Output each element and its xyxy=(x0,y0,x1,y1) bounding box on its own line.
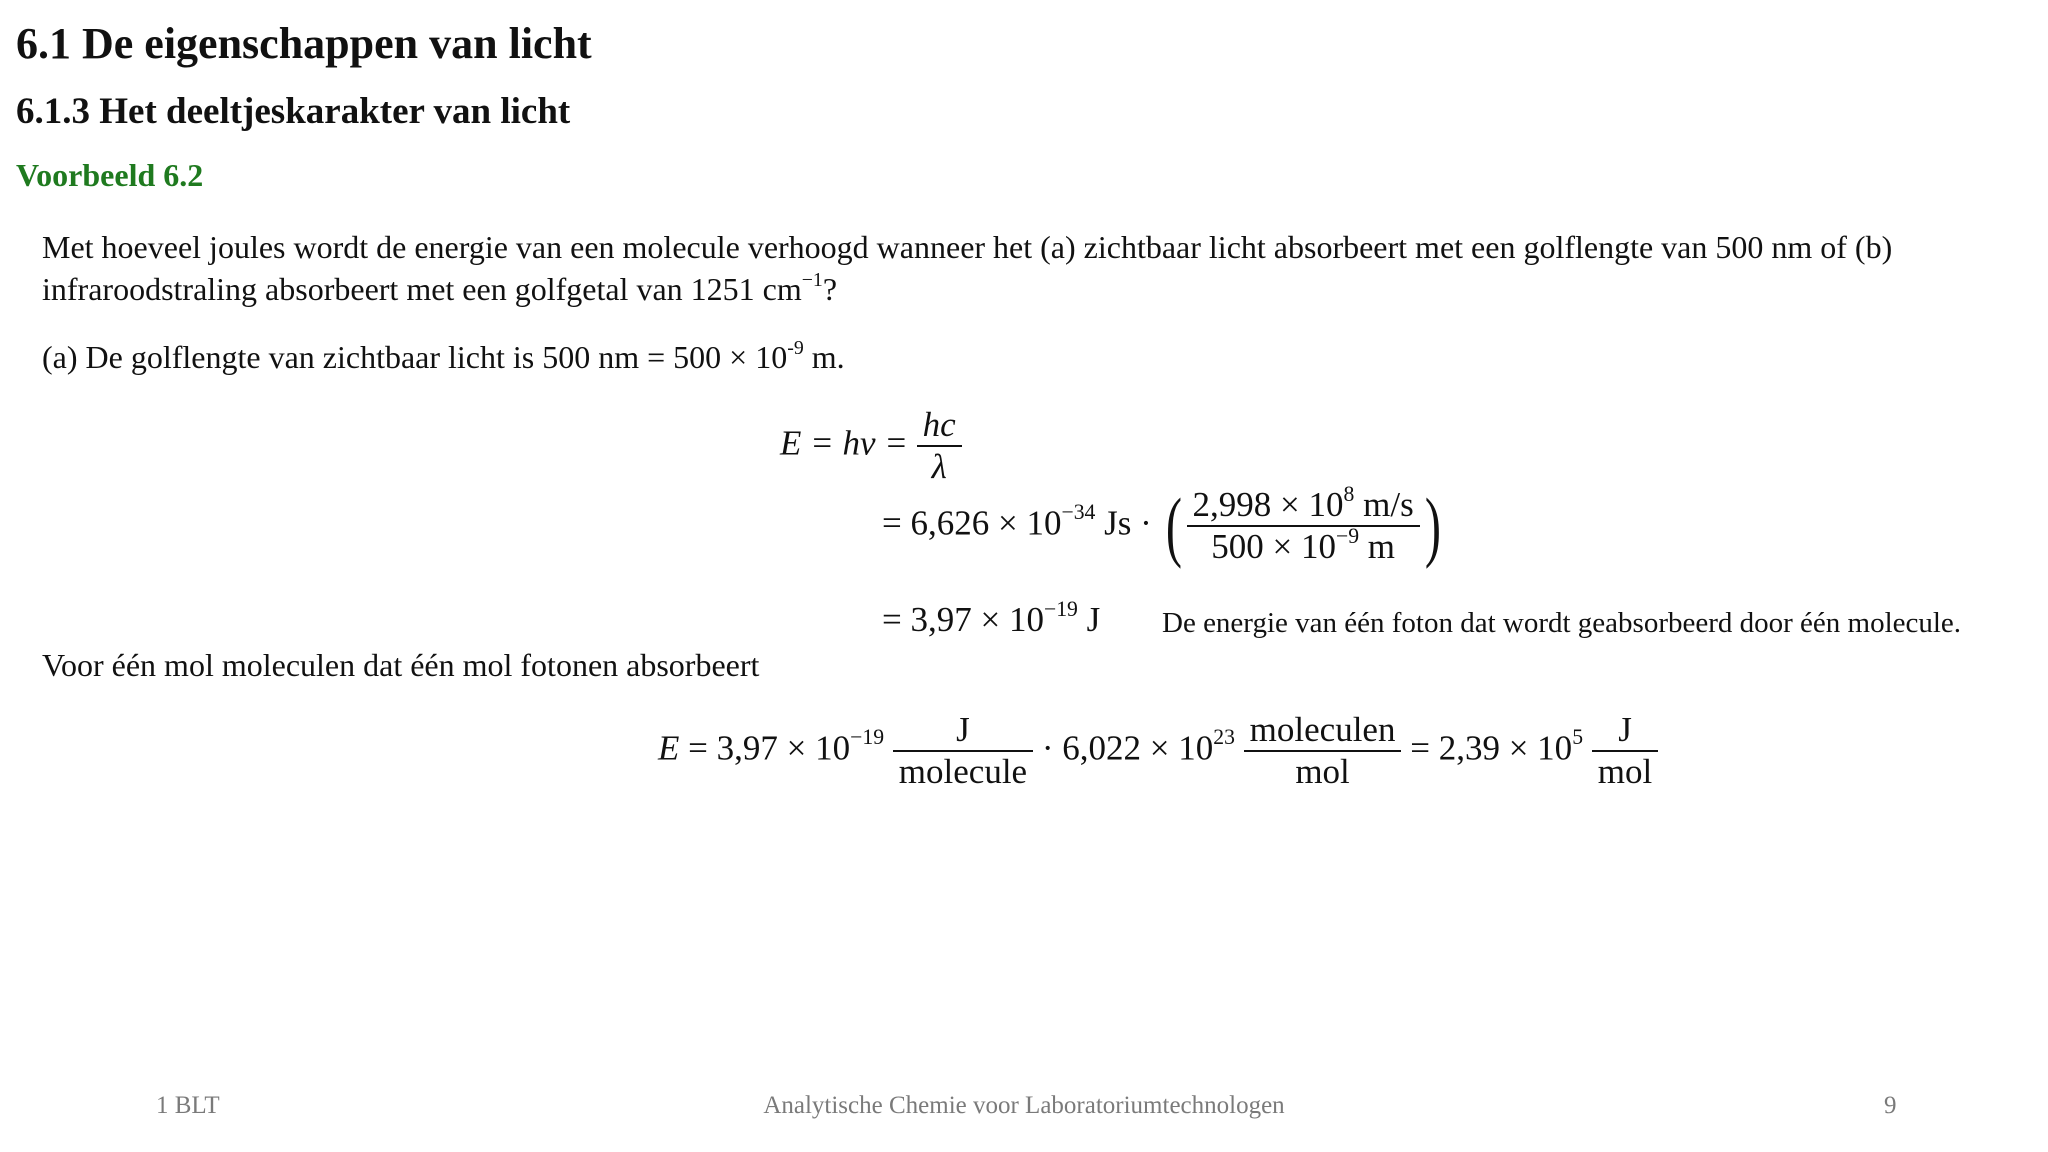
equation-energy-definition xyxy=(780,405,962,488)
eq4-f1-num: J xyxy=(893,710,1033,752)
eq2-denominator xyxy=(1187,524,1420,567)
eq2-den-base: 500 × 10 xyxy=(1211,527,1336,567)
eq2-unit: Js · xyxy=(1095,503,1161,543)
eq2-den-unit: m xyxy=(1359,527,1396,567)
eq4-fraction-1 xyxy=(893,710,1033,793)
eq4-lhs: E xyxy=(658,728,680,768)
eq3-note: De energie van één foton dat wordt geabsorbeerd door één molecule. xyxy=(1162,607,1962,639)
eq4-a-exp: −19 xyxy=(850,725,885,750)
eq4-f3-den: mol xyxy=(1597,752,1653,792)
eq3-unit: J xyxy=(1077,600,1101,639)
eq4-b-exp: 23 xyxy=(1213,725,1235,750)
part-a-exponent: -9 xyxy=(787,337,804,360)
mol-text: Voor één mol moleculen dat één mol fotonen absorbeert xyxy=(42,647,760,683)
eq2-num-exp: 8 xyxy=(1343,482,1355,507)
eq4-f3-num: J xyxy=(1592,710,1658,752)
part-a-end: m. xyxy=(803,339,845,375)
equation-per-mol xyxy=(658,710,1658,793)
eq4-f1-den: molecule xyxy=(898,752,1028,792)
example-title: Voorbeeld 6.2 xyxy=(16,157,204,193)
question-body: Met hoeveel joules wordt de energie van een molecule verhoogd wanneer het (a) zichtbaar licht absorbeert met een golflengte van 500 nm of (b) infraroodstraling absorbeert met een golfgetal van 1251 cm xyxy=(42,229,1893,307)
part-a-body: (a) De golflengte van zichtbaar licht is 500 nm = 500 × 10 xyxy=(42,339,788,375)
eq4-c-base: = 2,39 × 10 xyxy=(1401,728,1573,768)
eq4-fraction-3 xyxy=(1592,710,1658,793)
right-paren-icon: ) xyxy=(1424,482,1441,570)
eq4-f2-den: mol xyxy=(1295,752,1350,792)
question-text xyxy=(42,226,2032,310)
eq1-denominator: λ xyxy=(931,447,947,487)
eq4-fraction-2 xyxy=(1244,710,1402,793)
part-a-text xyxy=(42,334,845,380)
eq1-fraction xyxy=(917,405,962,488)
eq4-c-exp: 5 xyxy=(1572,725,1584,750)
eq4-f2-num: moleculen xyxy=(1244,710,1402,752)
eq1-numerator: hc xyxy=(917,405,962,447)
section-title: 6.1 De eigenschappen van licht xyxy=(16,19,592,68)
eq2-num-unit: m/s xyxy=(1354,485,1414,524)
equation-result-photon xyxy=(882,597,1100,643)
eq2-prefix: = 6,626 × 10 xyxy=(882,503,1062,543)
question-end: ? xyxy=(822,271,838,307)
footer-course-title: Analytische Chemie voor Laboratoriumtechnologen xyxy=(763,1092,1285,1119)
eq2-numerator xyxy=(1187,482,1420,527)
eq4-b-base: · 6,022 × 10 xyxy=(1033,728,1214,768)
footer-page-number: 9 xyxy=(1884,1092,1897,1119)
question-exponent: −1 xyxy=(801,269,823,292)
eq2-den-exp: −9 xyxy=(1335,524,1360,549)
eq4-a-base: = 3,97 × 10 xyxy=(679,728,851,768)
eq3-prefix: = 3,97 × 10 xyxy=(882,600,1044,639)
subsection-title: 6.1.3 Het deeltjeskarakter van licht xyxy=(16,91,571,132)
eq1-mid: = hν = xyxy=(801,423,917,463)
eq2-num-base: 2,998 × 10 xyxy=(1192,485,1344,524)
footer-course-code: 1 BLT xyxy=(156,1092,220,1119)
eq3-exponent: −19 xyxy=(1043,597,1078,622)
eq2-exponent: −34 xyxy=(1061,500,1096,525)
equation-substitution xyxy=(882,482,1446,570)
eq1-lhs: E xyxy=(780,423,802,463)
left-paren-icon: ( xyxy=(1165,482,1182,570)
eq2-fraction xyxy=(1187,482,1420,568)
